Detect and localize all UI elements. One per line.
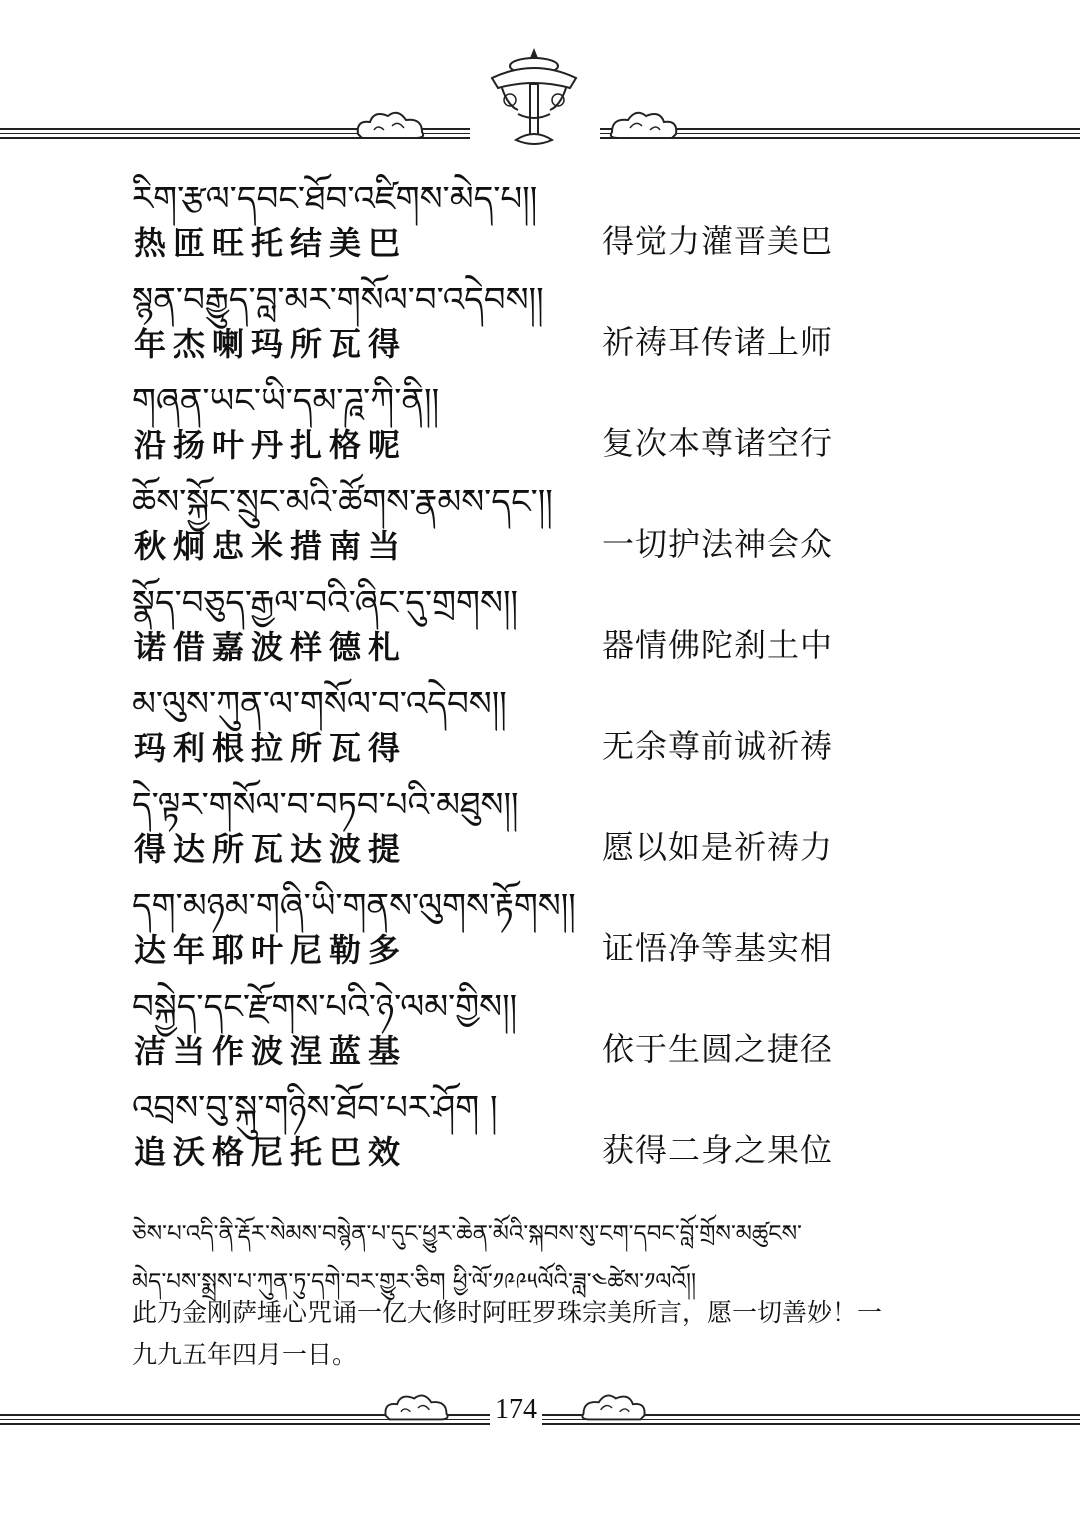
transliteration-line: 达年耶叶尼勒多 — [134, 931, 408, 969]
tibetan-line: འབྲས་བུ་སྐུ་གཉིས་ཐོབ་པར་ཤོག ། — [132, 1088, 498, 1128]
tibetan-line: སྙན་བརྒྱུད་བླ་མར་གསོལ་བ་འདེབས།། — [132, 280, 544, 320]
meaning-line: 复次本尊诸空行 — [602, 424, 834, 462]
transliteration-line: 秋炯忠米措南当 — [134, 527, 408, 565]
footer-right-cloud-ornament — [574, 1390, 650, 1426]
tibetan-line: དག་མཉམ་གཞི་ཡི་གནས་ལུགས་རྟོགས།། — [132, 886, 576, 926]
tibetan-line: བསྐྱེད་དང་རྫོགས་པའི་ཉེ་ལམ་གྱིས།། — [132, 987, 518, 1027]
meaning-line: 得觉力灌晋美巴 — [602, 222, 834, 260]
meaning-line: 证悟净等基实相 — [602, 929, 834, 967]
transliteration-line: 热匝旺托结美巴 — [134, 224, 408, 262]
tibetan-line: དེ་ལྟར་གསོལ་བ་བཏབ་པའི་མཐུས།། — [132, 785, 519, 825]
meaning-line: 一切护法神会众 — [602, 525, 834, 563]
footer-left-cloud-ornament — [380, 1390, 456, 1426]
meaning-line: 依于生圆之捷径 — [602, 1030, 834, 1068]
meaning-line: 器情佛陀刹土中 — [602, 626, 834, 664]
tibetan-line: མ་ལུས་ཀུན་ལ་གསོལ་བ་འདེབས།། — [132, 684, 507, 724]
transliteration-line: 得达所瓦达波提 — [134, 830, 408, 868]
transliteration-line: 诺借嘉波样德札 — [134, 628, 408, 666]
tibetan-line: སྣོད་བཅུད་རྒྱལ་བའི་ཞིང་དུ་གྲགས།། — [132, 583, 519, 623]
left-cloud-ornament — [352, 108, 432, 144]
transliteration-line: 年杰喇玛所瓦得 — [134, 325, 408, 363]
meaning-line: 祈祷耳传诸上师 — [602, 323, 834, 361]
parasol-emblem-icon — [478, 44, 590, 156]
page-number: 174 — [490, 1394, 542, 1426]
meaning-line: 无余尊前诚祈祷 — [602, 727, 834, 765]
colophon-chinese: 此乃金刚萨埵心咒诵一亿大修时阿旺罗珠宗美所言，愿一切善妙！一九九五年四月一日。 — [132, 1298, 883, 1369]
tibetan-line: ཆོས་སྐྱོང་སྲུང་མའི་ཚོགས་རྣམས་དང་།། — [132, 482, 553, 522]
meaning-line: 获得二身之果位 — [602, 1131, 834, 1169]
right-cloud-ornament — [602, 108, 682, 144]
tibetan-line: རིག་རྩལ་དབང་ཐོབ་འཛིགས་མེད་པ།། — [132, 179, 538, 219]
meaning-line: 愿以如是祈祷力 — [602, 828, 834, 866]
transliteration-line: 追沃格尼托巴效 — [134, 1133, 408, 1171]
transliteration-line: 沿扬叶丹扎格呢 — [134, 426, 408, 464]
tibetan-line: གཞན་ཡང་ཡི་དམ་ཌཱ་ཀི་ནི།། — [132, 381, 440, 421]
colophon-tibetan-line-2: མེད་པས་སྨྲས་པ་ཀུན་ཏུ་དགེ་བར་གྱུར་ཅིག ཕྱི་ལོ་༡༩༩༥ལོའི་ཟླ་༤ཚེས་༡ལའོ།། — [132, 1269, 697, 1295]
transliteration-line: 玛利根拉所瓦得 — [134, 729, 408, 767]
colophon-tibetan-line-1: ཅེས་པ་འདི་ནི་རྡོར་སེམས་བསྙེན་པ་དུང་ཕྱུར་ཆེན་མོའི་སྐབས་སུ་ངག་དབང་བློ་གྲོས་མཚུངས་ — [132, 1221, 802, 1247]
transliteration-line: 洁当作波涅蓝基 — [134, 1032, 408, 1070]
